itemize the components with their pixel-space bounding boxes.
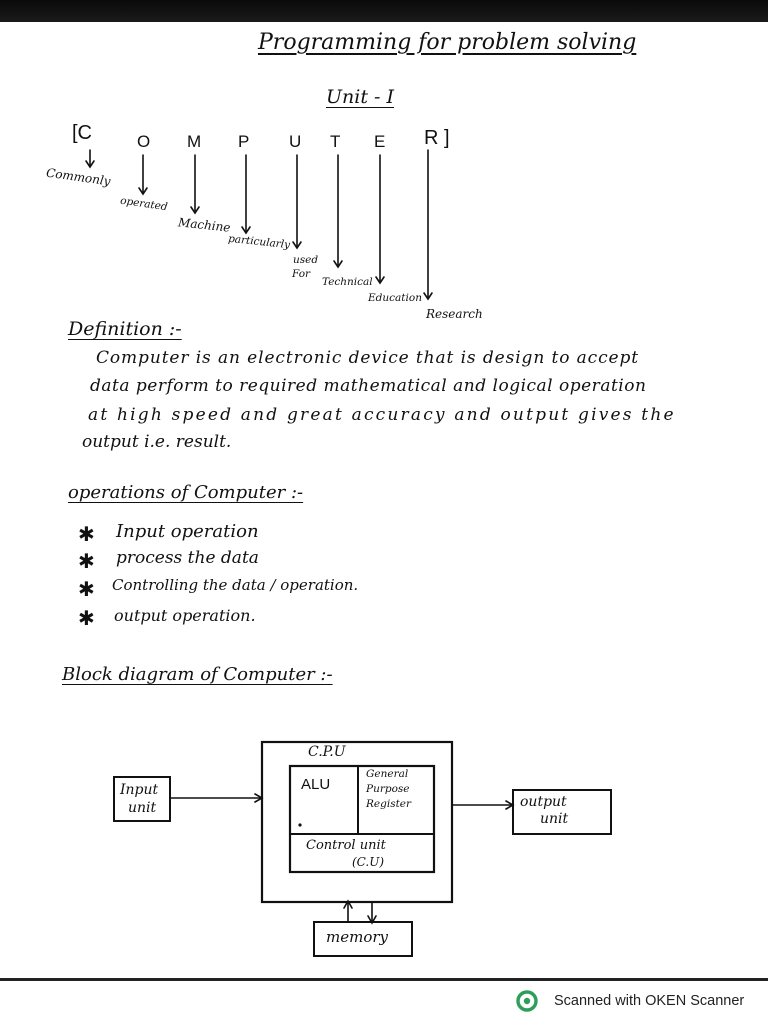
acronym-word-operated: operated bbox=[119, 194, 169, 214]
acronym-letter-u: U bbox=[289, 132, 302, 151]
acronym-word-for: For bbox=[292, 268, 311, 280]
gpr-label-line-3: Register bbox=[366, 798, 412, 810]
alu-label: ALU bbox=[301, 776, 331, 793]
acronym-word-machine: Machine bbox=[177, 215, 232, 235]
acronym-letter-e: E bbox=[374, 132, 386, 151]
bullet-star-icon: ✱ bbox=[78, 522, 95, 546]
acronym-letter-o: O bbox=[137, 132, 151, 151]
operation-item-4: output operation. bbox=[114, 606, 256, 625]
output-unit-label-2: unit bbox=[540, 811, 569, 827]
acronym-letter-r: R ] bbox=[424, 127, 450, 149]
acronym-letter-t: T bbox=[330, 132, 341, 151]
operations-heading: operations of Computer :- bbox=[68, 482, 304, 503]
acronym-letter-p: P bbox=[238, 132, 250, 151]
acronym-word-particularly: particularly bbox=[227, 232, 291, 252]
block-diagram-heading: Block diagram of Computer :- bbox=[62, 664, 333, 685]
definition-heading: Definition :- bbox=[68, 318, 182, 340]
acronym-word-education: Education bbox=[368, 292, 422, 304]
cpu-label: C.P.U bbox=[308, 744, 346, 760]
gpr-label-line-1: General bbox=[366, 768, 409, 780]
acronym-open: [C bbox=[72, 122, 92, 144]
definition-line-3: at high speed and great accuracy and output gives the bbox=[88, 405, 676, 425]
output-unit-label-1: output bbox=[520, 794, 567, 810]
gpr-label-line-2: Purpose bbox=[366, 783, 410, 795]
input-unit-label-1: Input bbox=[120, 782, 159, 798]
memory-label: memory bbox=[326, 928, 388, 946]
acronym-letter-m: M bbox=[187, 132, 202, 151]
definition-line-4: output i.e. result. bbox=[82, 432, 232, 452]
unit-label: Unit - I bbox=[326, 86, 394, 108]
acronym-word-commonly: Commonly bbox=[45, 165, 112, 189]
definition-line-2: data perform to required mathematical and logical operation bbox=[90, 376, 647, 396]
page-title: Programming for problem solving bbox=[258, 30, 637, 55]
bullet-star-icon: ✱ bbox=[78, 577, 95, 601]
control-unit-label: Control unit bbox=[306, 838, 386, 853]
oken-scanner-logo-icon bbox=[516, 990, 538, 1012]
operation-item-2: process the data bbox=[116, 548, 259, 568]
operation-item-3: Controlling the data / operation. bbox=[112, 576, 359, 594]
operation-item-1: Input operation bbox=[116, 521, 259, 542]
scanner-watermark-text: Scanned with OKEN Scanner bbox=[554, 993, 745, 1009]
input-unit-label-2: unit bbox=[128, 800, 157, 816]
acronym-word-research: Research bbox=[426, 307, 483, 321]
acronym-word-technical: Technical bbox=[322, 276, 373, 288]
bullet-star-icon: ✱ bbox=[78, 549, 95, 573]
bullet-star-icon: ✱ bbox=[78, 606, 95, 630]
acronym-word-used: used bbox=[293, 254, 319, 266]
definition-line-1: Computer is an electronic device that is design to accept bbox=[96, 348, 639, 368]
control-unit-abbrev: (C.U) bbox=[352, 855, 385, 869]
